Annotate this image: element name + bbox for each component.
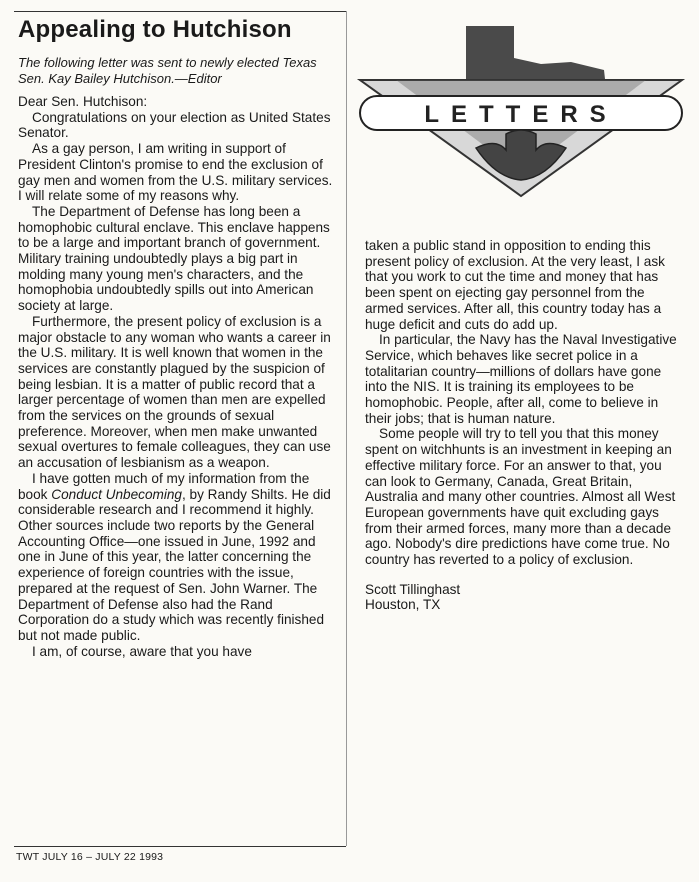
top-rule [14, 11, 346, 12]
column-divider [346, 11, 347, 846]
paragraph: In particular, the Navy has the Naval Investigative Service, which behaves like secret police in a totalitarian country—millions of dollars have gone into the NIS. It is training its employees to be homophobic. People, after all, come to believe in their jobs; that is human nature. [365, 332, 677, 426]
signature-name: Scott Tillinghast [365, 581, 461, 597]
footer-rule [14, 846, 346, 847]
paragraph: Furthermore, the present policy of exclusion is a major obstacle to any woman who wants a career in the U.S. military. It is well known that women in the services are constantly plagued by the suspicion of being lesbian. It is a matter of public record that a larger percentage of women than men are expelled from the services on the grounds of sexual preference. Moreover, when men make unwanted sexual overtures to female colleagues, they can use an accusation of lesbianism as a weapon. [18, 313, 331, 471]
paragraph-text: I have gotten much of my information from the book [18, 470, 310, 502]
letter-column-2 [365, 238, 683, 613]
letters-logo [356, 18, 686, 198]
paragraph [18, 471, 336, 644]
paragraph: Congratulations on your election as United States Senator. [18, 109, 331, 141]
paragraph: The Department of Defense has long been a homophobic cultural enclave. This enclave happens to be a large and important branch of government. Military training undoubtedly plays a big part in molding many young men's characters, and the homophobia undoubtedly spills out into American society at large. [18, 203, 330, 314]
salutation: Dear Sen. Hutchison: [18, 94, 148, 109]
issue-footer: TWT JULY 16 – JULY 22 1993 [16, 851, 164, 863]
paragraph-text: , by Randy Shilts. He did considerable research and I recommend it highly. Other sources include two reports by the General Accounting Office—one issued in June, 1992 and one in June of this year, the latter concerning the experience of foreign countries with the issue, prepared at the request of Sen. John Warner. The Department of Defense also had the Rand Corporation do a study which was recently finished but not made public. [18, 486, 331, 643]
book-title: Conduct Unbecoming [51, 486, 182, 502]
paragraph: As a gay person, I am writing in support of President Clinton's promise to end the exclusion of gay men and women from the U.S. military services. I will relate some of my reasons why. [18, 141, 333, 204]
editor-deck: The following letter was sent to newly elected Texas Sen. Kay Bailey Hutchison.—Editor [18, 55, 317, 86]
headline: Appealing to Hutchison [18, 16, 292, 43]
paragraph: I am, of course, aware that you have [32, 643, 252, 659]
letter-column-1 [18, 94, 336, 659]
logo-text: LETTERS [424, 101, 618, 128]
signature-place: Houston, TX [365, 597, 441, 613]
paragraph: taken a public stand in opposition to ending this present policy of exclusion. At the very least, I ask that you work to cut the time and money that has been spent on ejecting gay personnel from the armed services. After all, this country today has a huge deficit and cuts do add up. [365, 238, 665, 332]
paragraph: Some people will try to tell you that this money spent on witchhunts is an investment in keeping an effective military force. For an answer to that, you can look to Germany, Canada, Great Britain, Australia and many other countries. Almost all West European governments have quit excluding gays from their armed forces, many more than a decade ago. Nobody's dire predictions have come true. No country has reverted to a policy of exclusion. [365, 426, 676, 568]
